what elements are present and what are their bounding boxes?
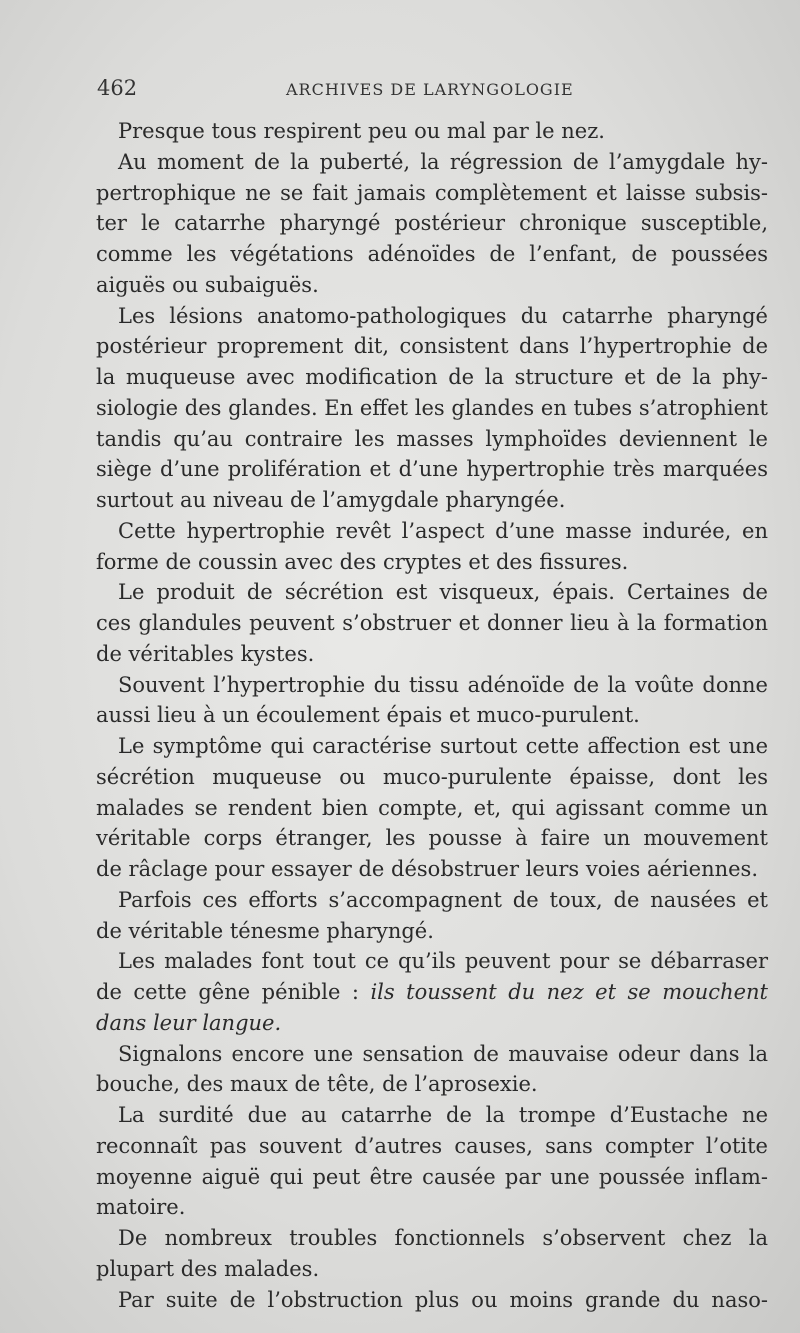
text-line: Le symptôme qui caractérise surtout cette affection est une [118,734,768,758]
text-line: bouche, des maux de tête, de l’aprosexie. [96,1072,538,1097]
text-line: ces glandules peuvent s’obstruer et donner lieu à la formation [96,611,768,635]
text-line: Souvent l’hypertrophie du tissu adénoïde de la voûte donne [118,672,768,697]
text-line: plupart des malades. [96,1256,320,1281]
text-segment: de cette gêne pénible : [96,980,371,1004]
paragraph [96,516,768,578]
paragraph [96,885,768,947]
text-line: malades se rendent bien compte, et, qui agissant comme un [96,795,768,820]
body-text [96,116,768,1315]
paragraph [96,1285,768,1316]
text-line: Les malades font tout ce qu’ils peuvent pour se débarraser [118,949,768,974]
text-line: moyenne aiguë qui peut être causée par une poussée inflam- [96,1164,768,1189]
text-line: aussi lieu à un écoulement épais et muco-purulent. [96,703,640,728]
text-line: siège d’une prolifération et d’une hypertrophie très marquées [96,457,768,482]
text-line [96,977,768,1008]
text-line: pertrophique ne se fait jamais complètement et laisse subsis- [96,180,768,205]
text-line: Par suite de l’obstruction plus ou moins grande du naso- [118,1287,768,1312]
italic-quote: ils toussent du nez et se mouchent [370,980,768,1004]
text-line: Presque tous respirent peu ou mal par le nez. [118,119,605,143]
text-line: postérieur proprement dit, consistent dans l’hypertrophie de [96,334,768,359]
text-line: aiguës ou subaiguës. [96,272,319,297]
text-line: reconnaît pas souvent d’autres causes, sans compter l’otite [96,1133,768,1158]
text-line: Signalons encore une sensation de mauvaise odeur dans la [118,1041,768,1066]
text-line: de véritable ténesme pharyngé. [96,918,434,943]
text-line: forme de coussin avec des cryptes et des fissures. [96,549,629,574]
paragraph [96,577,768,669]
paragraph [96,946,768,1038]
paragraph [96,301,768,516]
text-line: de râclage pour essayer de désobstruer leurs voies aériennes. [96,857,759,881]
text-line: surtout au niveau de l’amygdale pharyngée. [96,488,566,512]
text-line: comme les végétations adénoïdes de l’enfant, de poussées [96,242,768,266]
paragraph [96,1100,768,1223]
running-title: ARCHIVES DE LARYNGOLOGIE [286,80,574,99]
italic-quote-end: dans leur langue. [96,1010,282,1035]
text-line: sécrétion muqueuse ou muco-purulente épaisse, dont les [96,764,768,789]
text-line: matoire. [96,1195,186,1220]
text-line: la muqueuse avec modification de la structure et de la phy- [96,365,768,389]
text-line [96,1008,768,1039]
paragraph [96,147,768,301]
paragraph [96,1223,768,1285]
text-line: La surdité due au catarrhe de la trompe d’Eustache ne [118,1103,768,1127]
page-number: 462 [97,76,138,100]
text-line: tandis qu’au contraire les masses lymphoïdes deviennent le [96,426,768,451]
text-line: Au moment de la puberté, la régression de l’amygdale hy- [118,149,768,174]
text-line: véritable corps étranger, les pousse à faire un mouvement [96,826,768,851]
text-line: siologie des glandes. En effet les glandes en tubes s’atrophient [96,395,768,420]
text-line: ter le catarrhe pharyngé postérieur chronique susceptible, [96,211,768,236]
text-line: Le produit de sécrétion est visqueux, épais. Certaines de [118,580,768,605]
text-line: de véritables kystes. [96,641,315,666]
text-line: Parfois ces efforts s’accompagnent de toux, de nausées et [118,887,768,912]
text-line: Cette hypertrophie revêt l’aspect d’une masse indurée, en [118,518,768,543]
paragraph [96,670,768,732]
paragraph [96,1039,768,1101]
paragraph [96,731,768,885]
text-line: De nombreux troubles fonctionnels s’observent chez la [118,1226,768,1250]
paragraph [96,116,768,147]
text-line: Les lésions anatomo-pathologiques du catarrhe pharyngé [118,303,768,328]
